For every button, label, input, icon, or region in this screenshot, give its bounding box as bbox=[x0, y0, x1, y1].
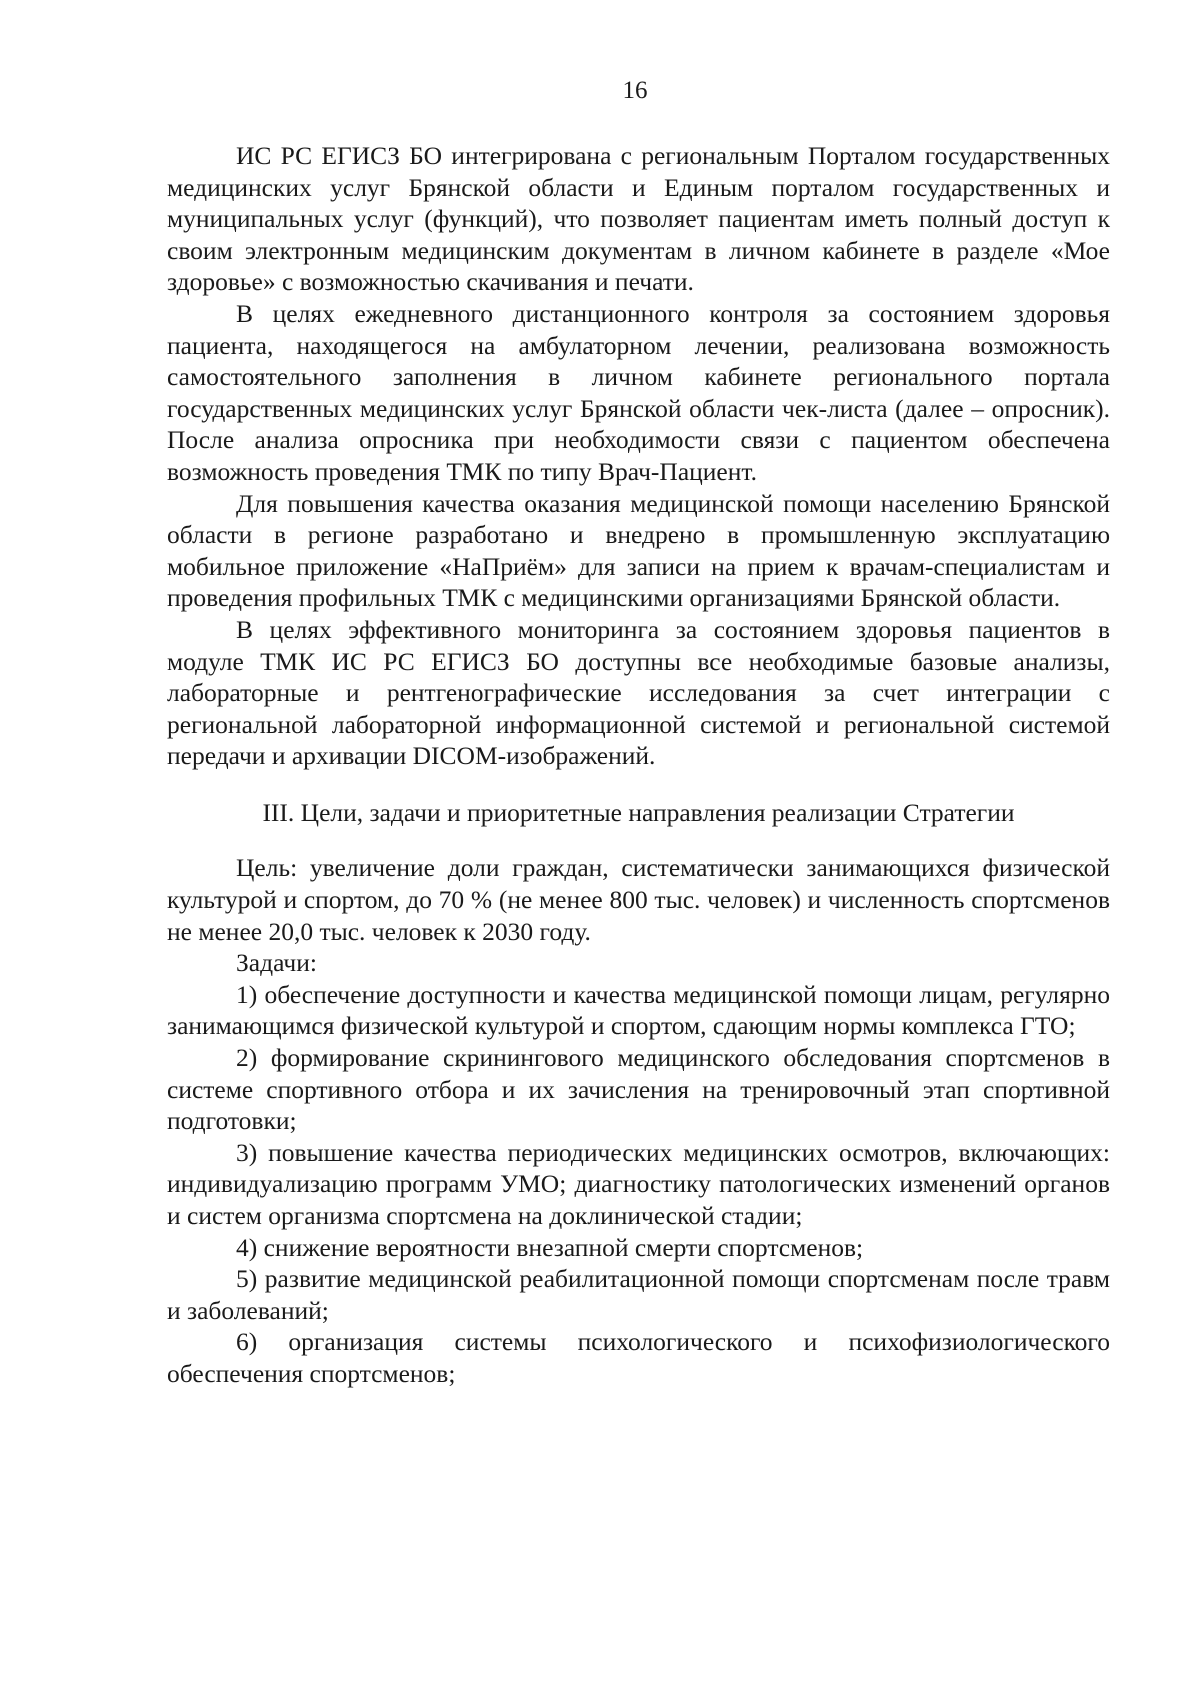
document-body bbox=[167, 140, 1110, 1390]
paragraph-portal-integration: ИС РС ЕГИСЗ БО интегрирована с региональным Порталом государственных медицинских услуг Брянской области и Единым порталом государственных и муниципальных услуг (функций), что позволяет пациентам иметь полный доступ к своим электронным медицинским документам в личном кабинете в разделе «Мое здоровье» с возможностью скачивания и печати. bbox=[167, 141, 1110, 297]
task-item: 2) формирование скринингового медицинского обследования спортсменов в системе спортивного отбора и их зачисления на тренировочный этап спортивной подготовки; bbox=[167, 1043, 1110, 1136]
task-item: 6) организация системы психологического и психофизиологического обеспечения спортсменов; bbox=[167, 1327, 1110, 1388]
tasks-label: Задачи: bbox=[236, 948, 317, 978]
task-item: 4) снижение вероятности внезапной смерти спортсменов; bbox=[236, 1232, 864, 1262]
task-item: 5) развитие медицинской реабилитационной помощи спортсменам после травм и заболеваний; bbox=[167, 1264, 1110, 1325]
task-item: 1) обеспечение доступности и качества медицинской помощи лицам, регулярно занимающимся физической культурой и спортом, сдающим нормы комплекса ГТО; bbox=[167, 979, 1110, 1041]
paragraph-mobile-app: Для повышения качества оказания медицинской помощи населению Брянской области в регионе разработано и внедрено в промышленную эксплуатацию мобильное приложение «НаПриём» для записи на прием к врачам-специалистам и проведения профильных ТМК с медицинскими организациями Брянской области. bbox=[167, 488, 1110, 613]
paragraph-remote-monitoring: В целях ежедневного дистанционного контроля за состоянием здоровья пациента, находящегося на амбулаторном лечении, реализована возможность самостоятельного заполнения в личном кабинете регионального портала государственных медицинских услуг Брянской области чек-листа (далее – опросник). После анализа опросника при необходимости связи с пациентом обеспечена возможность проведения ТМК по типу Врач-Пациент. bbox=[167, 298, 1110, 486]
task-item: 3) повышение качества периодических медицинских осмотров, включающих: индивидуализацию программ УМО; диагностику патологических изменений органов и систем организма спортсмена на доклинической стадии; bbox=[167, 1137, 1110, 1230]
goal-paragraph: Цель: увеличение доли граждан, систематически занимающихся физической культурой и спортом, до 70 % (не менее 800 тыс. человек) и численность спортсменов не менее 20,0 тыс. человек к 2030 году. bbox=[167, 853, 1110, 946]
paragraph-tmk-module: В целях эффективного мониторинга за состоянием здоровья пациентов в модуле ТМК ИС РС ЕГИСЗ БО доступны все необходимые базовые анализы, лабораторные и рентгенографические исследования за счет интеграции с региональной лабораторной информационной системой и региональной системой передачи и архивации DICOM-изображений. bbox=[167, 614, 1110, 771]
section-heading: III. Цели, задачи и приоритетные направления реализации Стратегии bbox=[262, 797, 1015, 827]
page-number: 16 bbox=[622, 77, 648, 104]
